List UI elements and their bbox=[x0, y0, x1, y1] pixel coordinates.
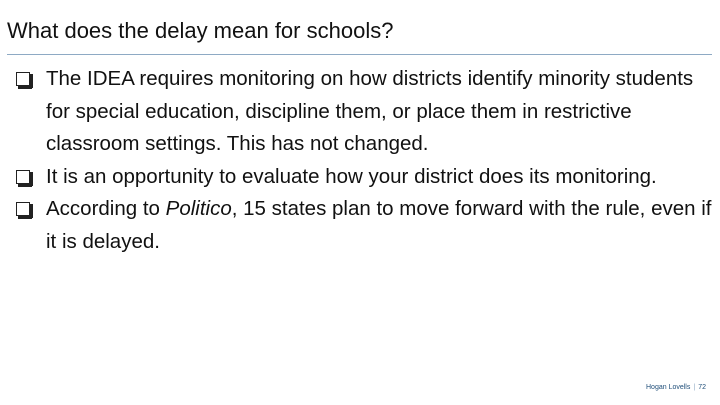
slide-title: What does the delay mean for schools? bbox=[7, 18, 394, 43]
checkbox-square-icon bbox=[16, 72, 30, 86]
bullet-item bbox=[16, 63, 716, 161]
bullet-text bbox=[46, 197, 711, 253]
footer-separator: | bbox=[693, 384, 696, 391]
checkbox-square-icon bbox=[16, 202, 30, 216]
footer-brand: Hogan Lovells bbox=[646, 384, 691, 391]
bullet-text: It is an opportunity to evaluate how your district does its monitoring. bbox=[46, 164, 657, 188]
publication-name: Politico bbox=[165, 197, 232, 220]
bullet-text: The IDEA requires monitoring on how districts identify minority students for special education, discipline them, or place them in restrictive classroom settings. This has not changed. bbox=[46, 67, 694, 155]
bullet-text-prefix: According to bbox=[46, 197, 166, 220]
bullet-list bbox=[16, 63, 716, 258]
page-number: 72 bbox=[698, 384, 706, 391]
bullet-item bbox=[16, 193, 716, 258]
checkbox-square-icon bbox=[16, 170, 30, 184]
title-divider bbox=[7, 54, 712, 55]
footer bbox=[646, 383, 706, 393]
bullet-text-suffix: , 15 states plan to move forward with the rule, even if it is delayed. bbox=[46, 197, 712, 253]
bullet-item bbox=[16, 161, 716, 194]
